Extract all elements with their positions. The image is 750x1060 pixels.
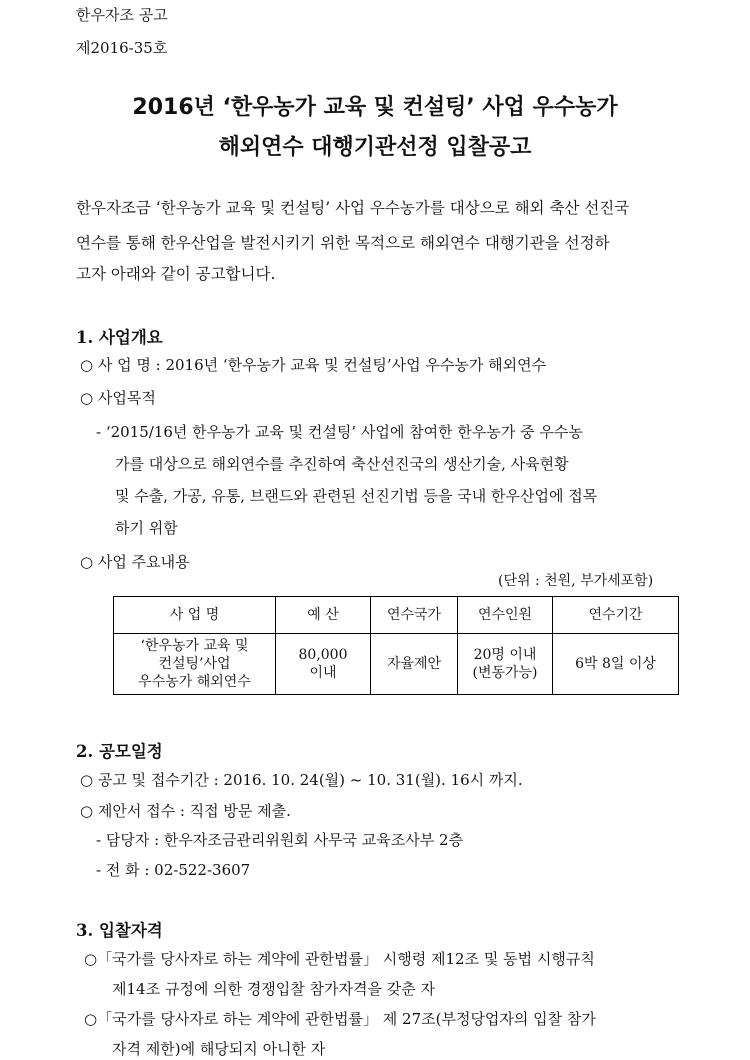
cell-line: 20명 이내 (473, 647, 537, 663)
section-heading-schedule: 2. 공모일정 (76, 742, 163, 761)
project-name-line: ○ 사 업 명 : 2016년 ‘한우농가 교육 및 컨설팅’사업 우수농가 해외연수 (80, 356, 547, 374)
schedule-line: ○ 제안서 접수 : 직접 방문 제출. (80, 802, 291, 820)
table-header: 연수국가 (371, 597, 458, 634)
eligibility-line: 자격 제한)에 해당되지 아니한 자 (112, 1040, 326, 1058)
notice-number: 제2016-35호 (76, 39, 168, 57)
table-header: 연수기간 (553, 597, 679, 634)
table-header: 사 업 명 (114, 597, 276, 634)
purpose-heading: ○ 사업목적 (80, 389, 156, 407)
table-cell-country: 자율제안 (371, 634, 458, 695)
table-header: 연수인원 (458, 597, 553, 634)
purpose-line: 및 수출, 가공, 유통, 브랜드와 관련된 선진기법 등을 국내 한우산업에 접목 (115, 487, 598, 505)
table-header: 예 산 (276, 597, 371, 634)
cell-line: 우수농가 해외연수 (138, 674, 251, 690)
cell-line: 이내 (309, 665, 337, 681)
issuer-label: 한우자조 공고 (76, 6, 168, 24)
cell-line: (변동가능) (472, 665, 538, 681)
cell-line: 80,000 (298, 647, 348, 663)
purpose-line: 가를 대상으로 해외연수를 추진하여 축산선진국의 생산기술, 사육현황 (115, 455, 569, 473)
section-heading-overview: 1. 사업개요 (76, 328, 163, 347)
schedule-line: - 전 화 : 02-522-3607 (96, 861, 251, 879)
schedule-line: ○ 공고 및 접수기간 : 2016. 10. 24(월) ~ 10. 31(월). 16시 까지. (80, 771, 523, 789)
purpose-line: 하기 위함 (115, 519, 178, 537)
section-heading-eligibility: 3. 입찰자격 (76, 921, 163, 940)
project-summary-table (113, 596, 679, 695)
table-cell-period: 6박 8일 이상 (553, 634, 679, 695)
table-header-row (114, 597, 679, 634)
main-content-heading: ○ 사업 주요내용 (80, 553, 190, 571)
page-title-line2: 해외연수 대행기관선정 입찰공고 (218, 135, 532, 160)
eligibility-line: ○「국가를 당사자로 하는 계약에 관한법률」 제 27조(부정당업자의 입찰 참가 (84, 1010, 596, 1028)
schedule-line: - 담당자 : 한우자조금관리위원회 사무국 교육조사부 2층 (96, 831, 464, 849)
page-title-line1: 2016년 ‘한우농가 교육 및 컨설팅’ 사업 우수농가 (132, 95, 618, 120)
intro-line: 한우자조금 ‘한우농가 교육 및 컨설팅’ 사업 우수농가를 대상으로 해외 축산 선진국 (76, 199, 630, 217)
table-cell-project (114, 634, 276, 695)
cell-line: ‘한우농가 교육 및 (140, 638, 249, 654)
table-cell-people (458, 634, 553, 695)
eligibility-line: ○「국가를 당사자로 하는 계약에 관한법률」 시행령 제12조 및 동법 시행규칙 (84, 950, 595, 968)
cell-line: 컨설팅’사업 (158, 656, 231, 672)
intro-line: 고자 아래와 같이 공고합니다. (76, 265, 276, 283)
table-row (114, 634, 679, 695)
unit-note: (단위 : 천원, 부가세포함) (498, 573, 654, 589)
eligibility-line: 제14조 규정에 의한 경쟁입찰 참가자격을 갖춘 자 (112, 980, 436, 998)
table-cell-budget (276, 634, 371, 695)
purpose-line: - ‘2015/16년 한우농가 교육 및 컨설팅’ 사업에 참여한 한우농가 중 우수농 (96, 423, 583, 441)
intro-line: 연수를 통해 한우산업을 발전시키기 위한 목적으로 해외연수 대행기관을 선정하 (76, 234, 610, 252)
